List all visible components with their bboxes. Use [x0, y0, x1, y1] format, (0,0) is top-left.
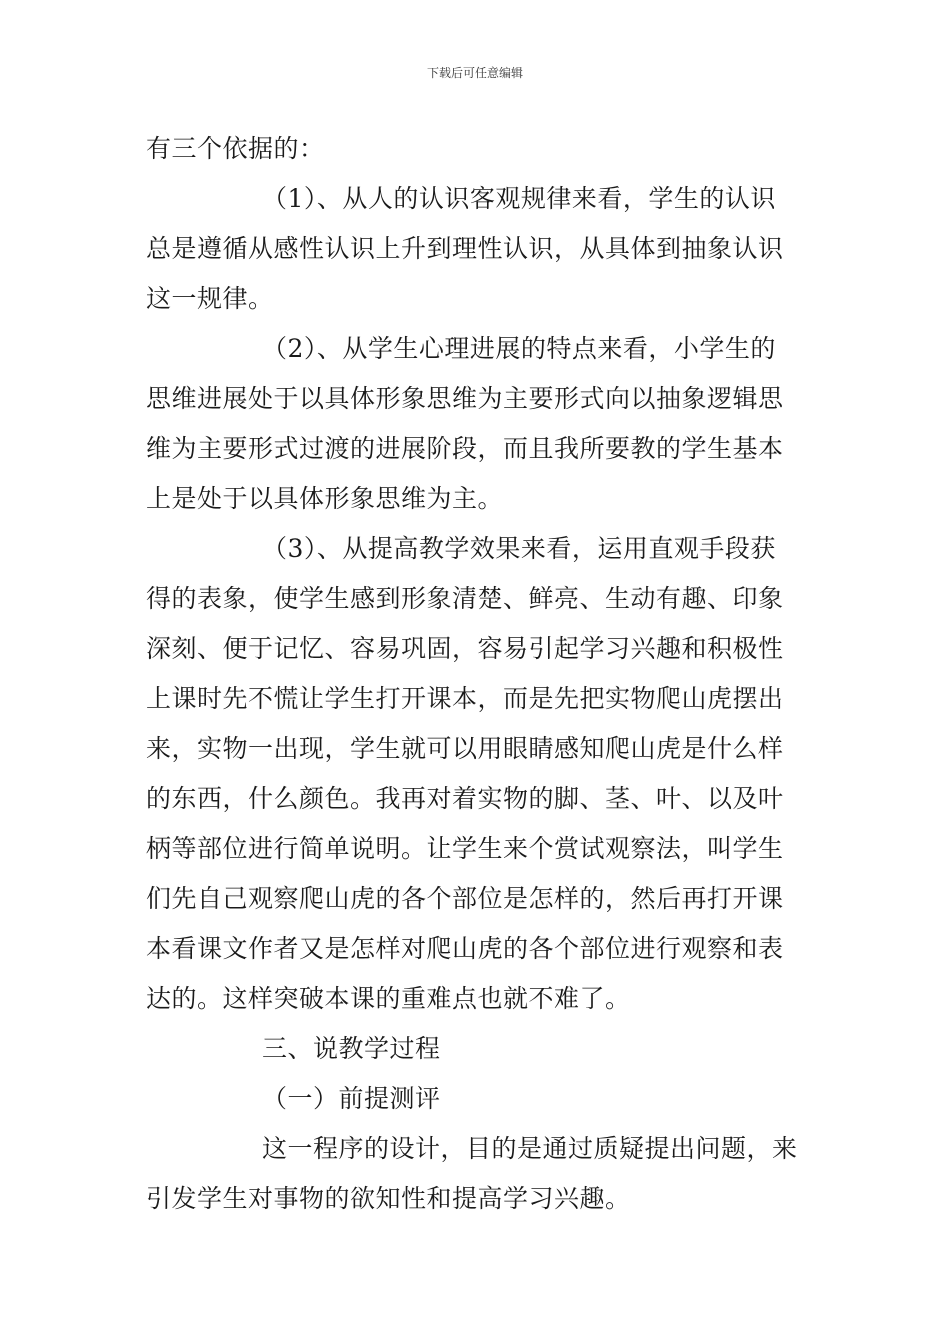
text-line: 这一规律。 [146, 284, 274, 313]
section-heading: 三、说教学过程 [262, 1034, 441, 1063]
text-line: 有三个依据的： [146, 134, 325, 163]
text-line: 来，实物一出现，学生就可以用眼睛感知爬山虎是什么样 [146, 734, 784, 763]
text-line: 上课时先不慌让学生打开课本，而是先把实物爬山虎摆出 [146, 684, 784, 713]
text-line: 们先自己观察爬山虎的各个部位是怎样的，然后再打开课 [146, 884, 784, 913]
text-line: 总是遵循从感性认识上升到理性认识，从具体到抽象认识 [146, 234, 784, 263]
text-line: （2）、从学生心理进展的特点来看，小学生的 [262, 334, 776, 363]
text-line: 达的。这样突破本课的重难点也就不难了。 [146, 984, 631, 1013]
text-line: 本看课文作者又是怎样对爬山虎的各个部位进行观察和表 [146, 934, 784, 963]
text-line: （1）、从人的认识客观规律来看，学生的认识 [262, 184, 776, 213]
text-line: 引发学生对事物的欲知性和提高学习兴趣。 [146, 1184, 631, 1213]
text-line: 柄等部位进行简单说明。让学生来个赏试观察法，叫学生 [146, 834, 784, 863]
text-line: 思维进展处于以具体形象思维为主要形式向以抽象逻辑思 [146, 384, 784, 413]
text-line: 这一程序的设计，目的是通过质疑提出问题，来 [262, 1134, 798, 1163]
text-line: 得的表象，使学生感到形象清楚、鲜亮、生动有趣、印象 [146, 584, 784, 613]
text-line: 上是处于以具体形象思维为主。 [146, 484, 504, 513]
text-line: 深刻、便于记忆、容易巩固，容易引起学习兴趣和积极性 [146, 634, 784, 663]
page-header: 下载后可任意编辑 [426, 66, 523, 80]
text-line: 维为主要形式过渡的进展阶段，而且我所要教的学生基本 [146, 434, 784, 463]
text-line: （3）、从提高教学效果来看，运用直观手段获 [262, 534, 776, 563]
subsection-heading: （一）前提测评 [262, 1084, 441, 1113]
text-line: 的东西，什么颜色。我再对着实物的脚、茎、叶、以及叶 [146, 784, 784, 813]
